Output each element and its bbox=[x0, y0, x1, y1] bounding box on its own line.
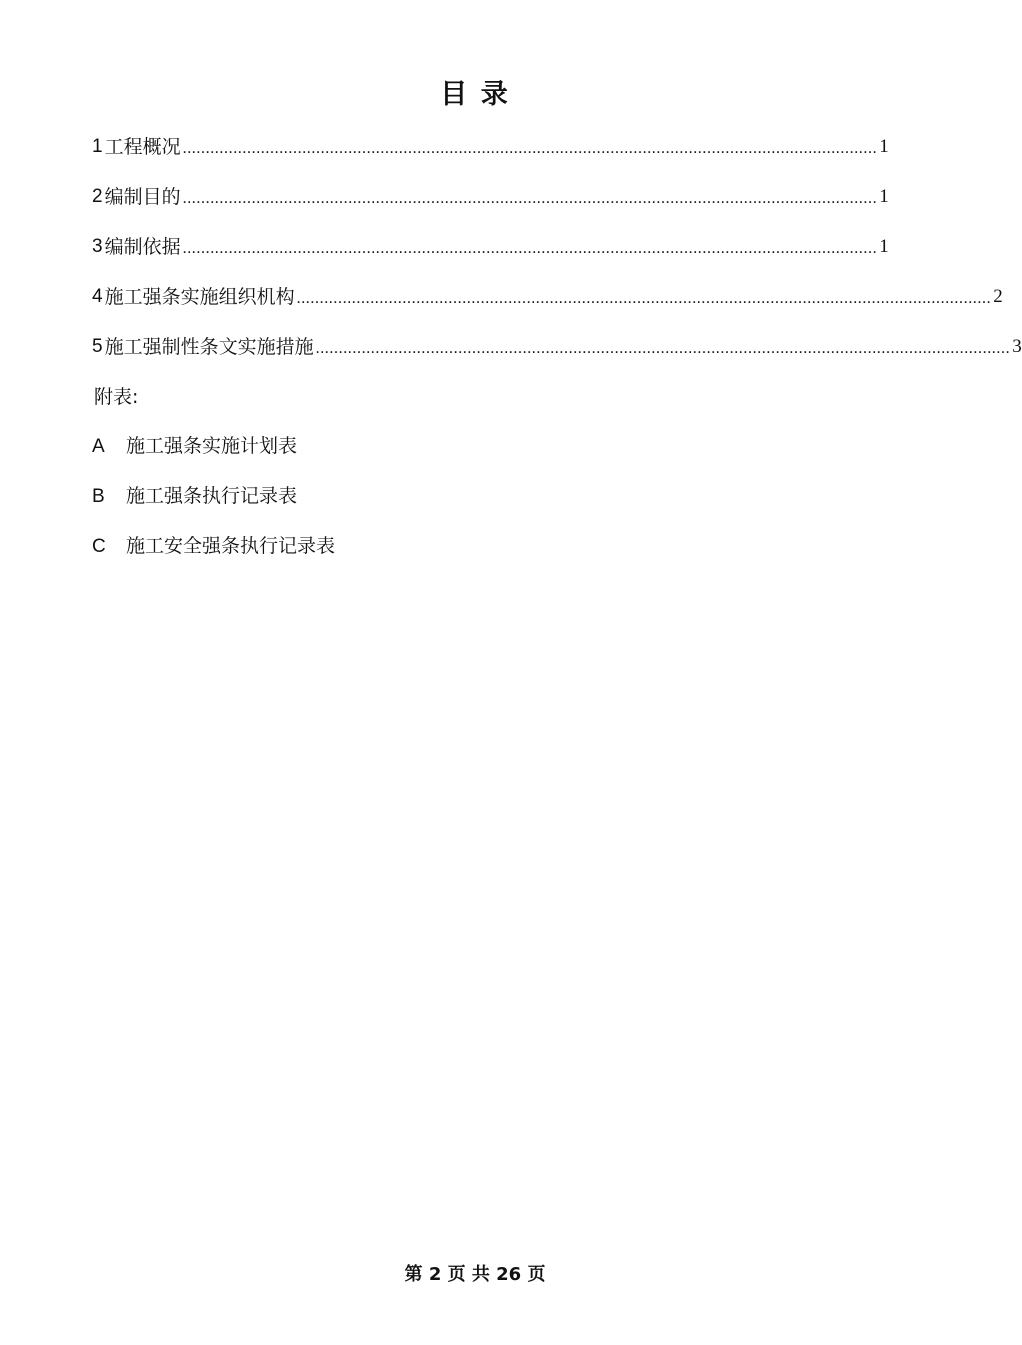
toc-entry-title: 工程概况 bbox=[104, 136, 181, 158]
toc-leader-dots: ....................................................................................................................................................... bbox=[182, 140, 878, 157]
toc-entry-title: 施工强制性条文实施措施 bbox=[104, 336, 314, 358]
toc-entry-number: 3 bbox=[92, 236, 103, 257]
appendix-item bbox=[92, 481, 335, 511]
appendix-heading: 附表: bbox=[94, 386, 139, 408]
toc-entry-title: 编制目的 bbox=[104, 186, 181, 208]
toc-entry bbox=[92, 232, 889, 262]
appendix-item bbox=[92, 531, 335, 561]
toc-entry-page: 1 bbox=[879, 186, 889, 207]
appendix-item bbox=[92, 431, 335, 461]
appendix-item-title: 施工强条实施计划表 bbox=[126, 435, 298, 457]
appendix-item-letter: A bbox=[92, 436, 105, 457]
appendix-list bbox=[92, 431, 335, 581]
toc-entry-number: 1 bbox=[92, 136, 103, 157]
appendix-item-letter: C bbox=[92, 536, 106, 557]
page-footer: 第 2 页 共 26 页 bbox=[404, 1264, 546, 1285]
toc-entry-page: 1 bbox=[879, 236, 889, 257]
toc-leader-dots: ....................................................................................................................................................... bbox=[182, 190, 878, 207]
appendix-item-letter: B bbox=[92, 486, 105, 507]
toc-leader-dots: ....................................................................................................................................................... bbox=[182, 240, 878, 257]
toc-entry-title: 施工强条实施组织机构 bbox=[104, 286, 295, 308]
toc-entry bbox=[92, 182, 889, 212]
toc-entry-page: 3 bbox=[1012, 336, 1022, 357]
toc-leader-dots: ....................................................................................................................................................... bbox=[315, 340, 1011, 357]
appendix-item-title: 施工安全强条执行记录表 bbox=[126, 535, 336, 557]
page-title: 目 录 bbox=[440, 79, 510, 110]
table-of-contents bbox=[92, 132, 1022, 382]
toc-entry bbox=[92, 132, 889, 162]
toc-entry-number: 4 bbox=[92, 286, 103, 307]
toc-leader-dots: ....................................................................................................................................................... bbox=[296, 290, 992, 307]
appendix-item-title: 施工强条执行记录表 bbox=[126, 485, 298, 507]
toc-entry-number: 5 bbox=[92, 336, 103, 357]
toc-entry-number: 2 bbox=[92, 186, 103, 207]
toc-entry bbox=[92, 332, 1022, 362]
toc-entry-title: 编制依据 bbox=[104, 236, 181, 258]
toc-entry-page: 2 bbox=[993, 286, 1003, 307]
toc-entry-page: 1 bbox=[879, 136, 889, 157]
toc-entry bbox=[92, 282, 1003, 312]
